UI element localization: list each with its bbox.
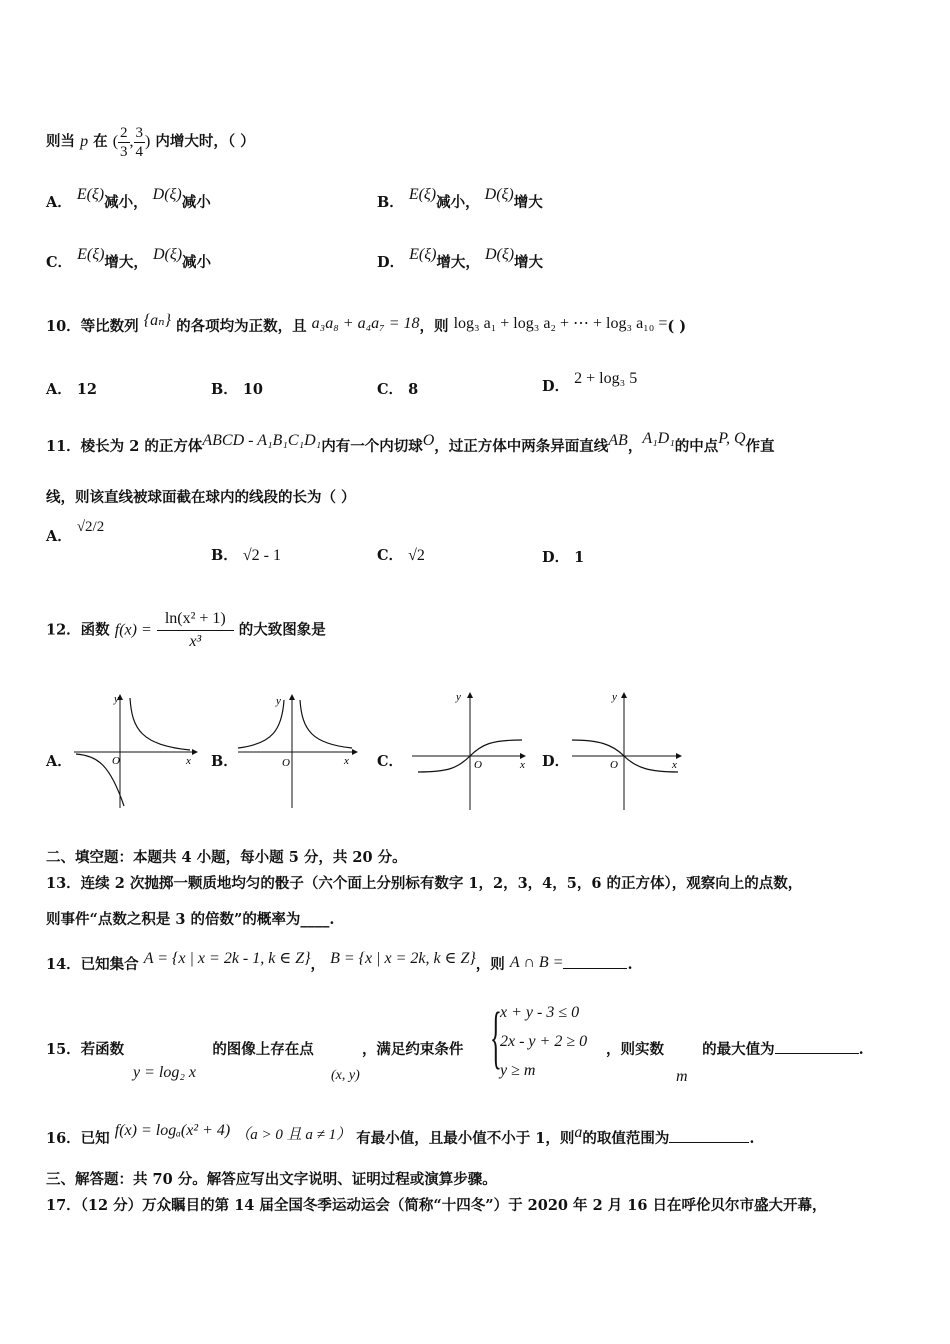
q16-answer-blank[interactable]	[669, 1142, 749, 1143]
q12-graph-a[interactable]	[70, 690, 200, 810]
q12-option-b-label[interactable]: B．	[211, 753, 238, 770]
interval: ( $\frac{2}{3}$ , $\frac{3}{4}$ )	[112, 125, 151, 160]
q10-option-a[interactable]: A． 12	[46, 381, 98, 398]
q12-b-y-label: y	[276, 695, 281, 707]
q12-option-d-label[interactable]: D．	[542, 753, 570, 770]
q15-var-m: m	[676, 1068, 688, 1085]
q9-option-d[interactable]: D． E(ξ)增大， D(ξ)增大	[377, 246, 544, 271]
q11-option-d[interactable]: D． 1	[542, 549, 585, 566]
section-2-heading: 二、填空题：本题共 4 小题，每小题 5 分，共 20 分。	[46, 849, 407, 866]
q12-c-origin: O	[474, 759, 482, 771]
q12-d-x-label: x	[672, 759, 677, 771]
q15-point: (x, y)	[331, 1068, 360, 1083]
q9-stem: 则当 p 在 ( $\frac{2}{3}$ , $\frac{3}{4}$ ) 内增大时，（ ）	[46, 125, 255, 160]
q11-stem-line2: 线，则该直线被球面截在球内的线段的长为（ ）	[46, 489, 356, 506]
q12-c-y-label: y	[456, 691, 461, 703]
q13-line1: 13．连续 2 次抛掷一颗质地均匀的骰子（六个面上分别标有数字 1，2，3，4，5，6 的正方体），观察向上的点数，	[46, 875, 803, 892]
q14-answer-blank[interactable]	[563, 968, 627, 969]
q10-option-c[interactable]: C． 8	[377, 381, 419, 398]
q15-constraint-2: 2x - y + 2 ≥ 0	[500, 1033, 588, 1050]
q14-stem: 14．已知集合 A = {x | x = 2k - 1, k ∈ Z}， B = {x | x = 2k, k ∈ Z}，则 A ∩ B = .	[46, 950, 633, 973]
q12-d-y-label: y	[612, 691, 617, 703]
q9-option-c[interactable]: C． E(ξ)增大， D(ξ)减小	[46, 246, 212, 271]
q15-stem-tail: ，则实数 的最大值为 .	[606, 1041, 864, 1058]
q12-option-c-label[interactable]: C．	[377, 753, 404, 770]
q11-stem-line1: 11．棱长为 2 的正方体ABCD - A₁B₁C₁D₁内有一个内切球O，过正方体中两条异面直线AB，A₁D₁的中点P, Q作直	[46, 430, 775, 455]
q15-constraint-3: y ≥ m	[500, 1062, 536, 1079]
q12-graph-b[interactable]	[234, 690, 362, 810]
q15-stem: 15．若函数 的图像上存在点 ，满足约束条件	[46, 1041, 464, 1058]
q12-graph-d[interactable]	[568, 688, 688, 812]
q12-graph-c[interactable]	[408, 688, 532, 812]
q12-a-x-label: x	[186, 755, 191, 767]
q15-function: y = log₂ x	[133, 1064, 197, 1081]
q12-stem: 12．函数 f(x) = $\frac{\text{ln(x² + 1)}}{\text{x³}}$ 的大致图象是	[46, 608, 326, 653]
q15-answer-blank[interactable]	[775, 1053, 859, 1054]
q11-option-c[interactable]: C． √2	[377, 547, 425, 564]
q12-b-x-label: x	[344, 755, 349, 767]
q12-fraction: $\frac{\text{ln(x² + 1)}}{\text{x³}}$	[157, 608, 234, 653]
q17-line1: 17．（12 分）万众瞩目的第 14 届全国冬季运动运会（简称“十四冬”）于 2020 年 2 月 16 日在呼伦贝尔市盛大开幕，	[46, 1197, 827, 1214]
q12-d-origin: O	[610, 759, 618, 771]
q16-stem: 16．已知 f(x) = logₐ(x² + 4) （a > 0 且 a ≠ 1） 有最小值，且最小值不小于 1，则a的取值范围为 .	[46, 1122, 755, 1147]
q12-c-x-label: x	[520, 759, 525, 771]
q11-option-a[interactable]: A． √2/2	[46, 519, 105, 545]
q12-option-a-label[interactable]: A．	[46, 753, 72, 770]
q12-b-origin: O	[282, 757, 290, 769]
q15-brace: {	[490, 999, 502, 1076]
q9-option-a[interactable]: A． E(ξ)减小， D(ξ)减小	[46, 186, 211, 211]
q13-line2: 则事件“点数之积是 3 的倍数”的概率为____.	[46, 911, 335, 928]
q12-a-y-label: y	[114, 693, 119, 705]
section-3-heading: 三、解答题：共 70 分。解答应写出文字说明、证明过程或演算步骤。	[46, 1171, 497, 1188]
q10-option-b[interactable]: B． 10	[211, 381, 264, 398]
q10-option-d[interactable]: D． 2 + log₃ 5	[542, 370, 638, 395]
q10-stem: 10．等比数列 {aₙ} 的各项均为正数，且 a₃a₈ + a₄a₇ = 18，则 log₃ a₁ + log₃ a₂ + ⋯ + log₃ a₁₀ =( )	[46, 312, 687, 335]
q12-a-origin: O	[112, 755, 120, 767]
q9-option-b[interactable]: B． E(ξ)减小， D(ξ)增大	[377, 186, 543, 211]
q11-option-b[interactable]: B． √2 - 1	[211, 547, 281, 564]
sqrt2-over-2: √2/2	[76, 519, 105, 535]
q15-constraint-1: x + y - 3 ≤ 0	[500, 1004, 580, 1021]
